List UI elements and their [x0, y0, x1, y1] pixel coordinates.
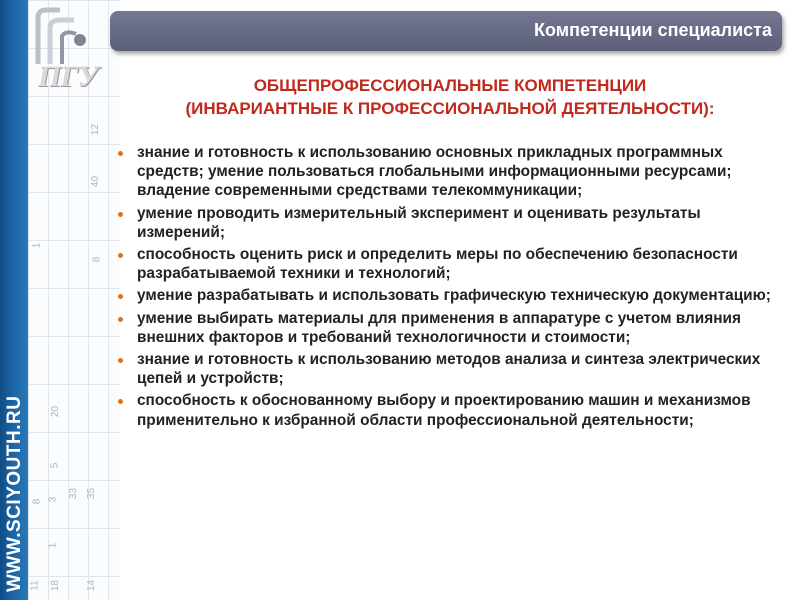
site-url-text: WWW.SCIYOUTH.RU: [4, 395, 25, 592]
list-item: [116, 143, 784, 201]
bullet-icon: [118, 294, 123, 299]
list-item: [116, 245, 784, 283]
grid-number: 5: [49, 462, 61, 469]
grid-number: 35: [86, 487, 98, 500]
list-item: [116, 309, 784, 347]
list-item-text: умение разрабатывать и использовать графическую техническую документацию;: [137, 287, 771, 305]
grid-number: 1: [47, 542, 59, 549]
grid-number: 14: [86, 579, 98, 592]
section-heading: [120, 74, 780, 120]
competencies-list: [116, 143, 784, 433]
section-heading-line-1: ОБЩЕПРОФЕССИОНАЛЬНЫЕ КОМПЕТЕНЦИИ: [253, 76, 647, 95]
bullet-icon: [118, 358, 123, 363]
sidebar-strip: [0, 0, 28, 600]
list-item-text: знание и готовность к использованию методов анализа и синтеза электрических цепей и устройств;: [137, 351, 761, 388]
bullet-icon: [118, 151, 123, 156]
bullet-icon: [118, 212, 123, 217]
list-item-text: умение выбирать материалы для применения в аппаратуре с учетом влияния внешних факторов и требований технологичности и стоимости;: [137, 309, 741, 346]
grid-number: 12: [90, 123, 102, 136]
list-item-text: умение проводить измерительный эксперимент и оценивать результаты измерений;: [137, 204, 701, 241]
grid-number: 8: [31, 498, 43, 505]
list-item: [116, 391, 784, 429]
list-item-text: знание и готовность к использованию основных прикладных программных средств; умение пользоваться глобальными информационными ресурсами; владение современными средствами телекоммуникации;: [137, 144, 732, 200]
list-item-text: способность оценить риск и определить меры по обеспечению безопасности разрабатываемой техники и технологий;: [137, 246, 738, 283]
grid-number: 8: [91, 256, 103, 263]
bullet-icon: [118, 253, 123, 258]
grid-number: 20: [50, 405, 62, 418]
section-heading-line-2: (ИНВАРИАНТНЫЕ К ПРОФЕССИОНАЛЬНОЙ ДЕЯТЕЛЬНОСТИ):: [185, 99, 715, 118]
list-item: [116, 204, 784, 242]
grid-number: 11: [29, 580, 41, 591]
slide-title: Компетенции специалиста: [534, 20, 772, 40]
grid-number: 40: [90, 175, 102, 188]
bullet-icon: [118, 317, 123, 322]
logo-emblem-icon: [30, 6, 100, 66]
logo-text: ПГУ: [38, 60, 98, 93]
grid-number: 3: [47, 496, 59, 503]
list-item: [116, 286, 784, 305]
list-item-text: способность к обоснованному выбору и проектированию машин и механизмов применительно к избранной области профессиональной деятельности;: [137, 392, 751, 429]
grid-number: 18: [50, 579, 62, 592]
grid-number: 33: [68, 487, 80, 500]
list-item: [116, 350, 784, 388]
title-banner: [110, 11, 782, 51]
grid-number: 1: [31, 242, 43, 249]
bullet-icon: [118, 399, 123, 404]
